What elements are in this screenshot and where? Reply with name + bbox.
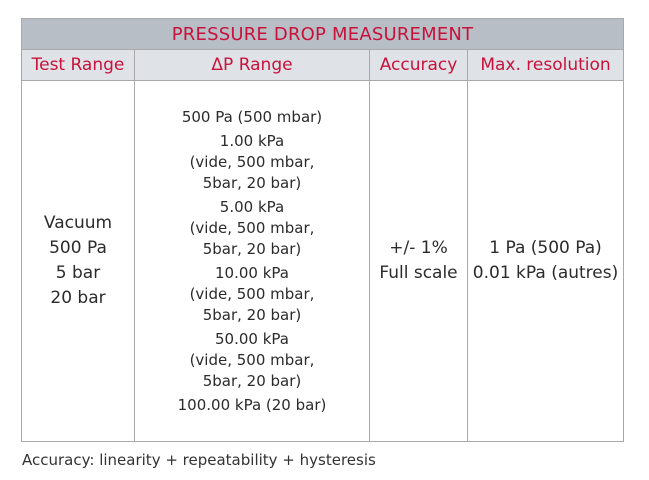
- dp-range-line: (vide, 500 mbar,: [189, 218, 315, 237]
- table-header-row: [22, 50, 624, 81]
- dp-range-line: 5bar, 20 bar): [202, 239, 302, 258]
- test-range-cell: [22, 81, 135, 442]
- test-range-line: 20 bar: [50, 288, 106, 308]
- dp-range-item: [135, 197, 369, 260]
- test-range-line: Vacuum: [43, 213, 113, 233]
- dp-range-line: 5bar, 20 bar): [202, 173, 302, 192]
- dp-range-item: [135, 263, 369, 326]
- header-max-resolution: Max. resolution: [468, 50, 624, 81]
- test-range-line: 5 bar: [55, 263, 101, 283]
- dp-range-line: 10.00 kPa: [215, 263, 289, 282]
- dp-range-line: 5.00 kPa: [219, 197, 285, 216]
- dp-range-line: 5bar, 20 bar): [202, 305, 302, 324]
- dp-range-line: (vide, 500 mbar,: [189, 284, 315, 303]
- dp-range-item: [135, 329, 369, 392]
- dp-range-cell: [135, 81, 370, 442]
- dp-range-item: [135, 131, 369, 194]
- dp-range-line: (vide, 500 mbar,: [189, 350, 315, 369]
- dp-range-line: 500 Pa (500 mbar): [181, 107, 323, 126]
- header-dp-range: ΔP Range: [135, 50, 370, 81]
- accuracy-line: Full scale: [379, 263, 458, 283]
- dp-range-line: 5bar, 20 bar): [202, 371, 302, 390]
- dp-range-line: 50.00 kPa: [215, 329, 289, 348]
- max-resolution-line: 0.01 kPa (autres): [472, 263, 619, 283]
- dp-range-item: [135, 107, 369, 128]
- pressure-drop-table: [21, 18, 624, 442]
- test-range-line: 500 Pa: [49, 238, 107, 258]
- dp-range-item: [135, 395, 369, 416]
- max-resolution-cell: [468, 81, 624, 442]
- dp-range-line: (vide, 500 mbar,: [189, 152, 315, 171]
- header-test-range: Test Range: [22, 50, 135, 81]
- max-resolution-line: 1 Pa (500 Pa): [489, 238, 602, 258]
- accuracy-cell: [370, 81, 468, 442]
- table-title-row: [22, 19, 624, 50]
- dp-range-line: 100.00 kPa (20 bar): [177, 395, 327, 414]
- dp-range-line: 1.00 kPa: [219, 131, 285, 150]
- table-row: [22, 81, 624, 442]
- footnote: Accuracy: linearity + repeatability + hysteresis: [22, 451, 376, 469]
- table-title: PRESSURE DROP MEASUREMENT: [22, 19, 624, 50]
- accuracy-line: +/- 1%: [389, 238, 448, 258]
- header-accuracy: Accuracy: [370, 50, 468, 81]
